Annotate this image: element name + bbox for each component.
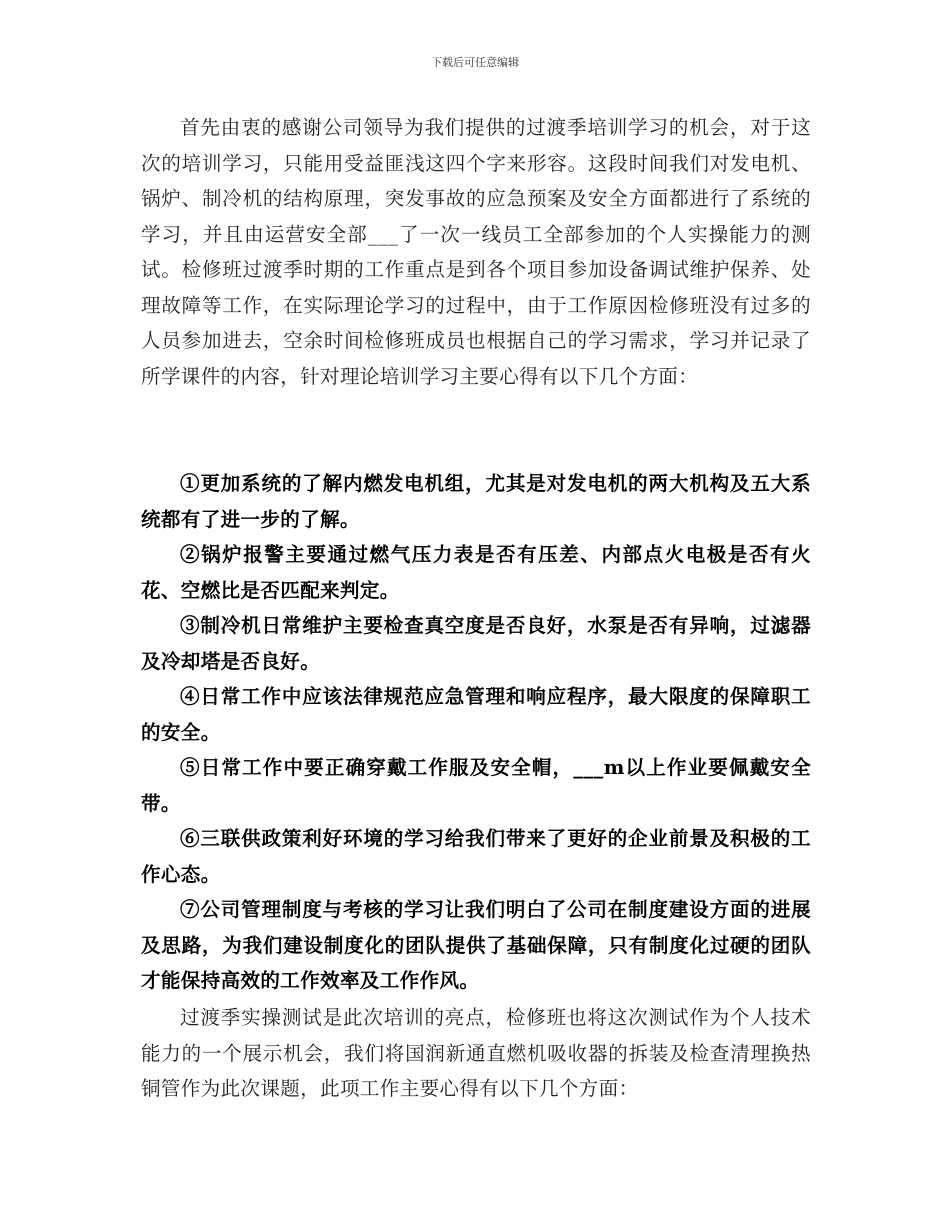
point-3: ③制冷机日常维护主要检查真空度是否良好，水泵是否有异响，过滤器及冷却塔是否良好。 xyxy=(141,614,811,673)
intro-paragraph: 首先由衷的感谢公司领导为我们提供的过渡季培训学习的机会，对于这次的培训学习，只能用受益匪浅这四个字来形容。这段时间我们对发电机、锅炉、制冷机的结构原理，突发事故的应急预案及安全方面都进行了系统的学习，并且由运营安全部___了一次一线员工全部参加的个人实操能力的测试。检修班过渡季时期的工作重点是到各个项目参加设备调试维护保养、处理故障等工作，在实际理论学习的过程中，由于工作原因检修班没有过多的人员参加进去，空余时间检修班成员也根据自己的学习需求，学习并记录了所学课件的内容，针对理论培训学习主要心得有以下几个方面： xyxy=(141,116,811,388)
point-4: ④日常工作中应该法律规范应急管理和响应程序，最大限度的保障职工的安全。 xyxy=(141,685,811,744)
point-5: ⑤日常工作中要正确穿戴工作服及安全帽，___m以上作业要佩戴安全带。 xyxy=(141,756,811,815)
point-6: ⑥三联供政策利好环境的学习给我们带来了更好的企业前景及积极的工作心态。 xyxy=(141,827,811,886)
closing-paragraph: 过渡季实操测试是此次培训的亮点，检修班也将这次测试作为个人技术能力的一个展示机会，我们将国润新通直燃机吸收器的拆装及检查清理换热铜管作为此次课题，此项工作主要心得有以下几个方面： xyxy=(141,1006,811,1100)
page-header: 下载后可任意编辑 xyxy=(431,56,519,69)
point-2: ②锅炉报警主要通过燃气压力表是否有压差、内部点火电极是否有火花、空燃比是否匹配来判定。 xyxy=(141,543,811,602)
point-1: ①更加系统的了解内燃发电机组，尤其是对发电机的两大机构及五大系统都有了进一步的了解。 xyxy=(141,472,811,531)
point-7: ⑦公司管理制度与考核的学习让我们明白了公司在制度建设方面的进展及思路，为我们建设制度化的团队提供了基础保障，只有制度化过硬的团队才能保持高效的工作效率及工作作风。 xyxy=(141,898,811,992)
